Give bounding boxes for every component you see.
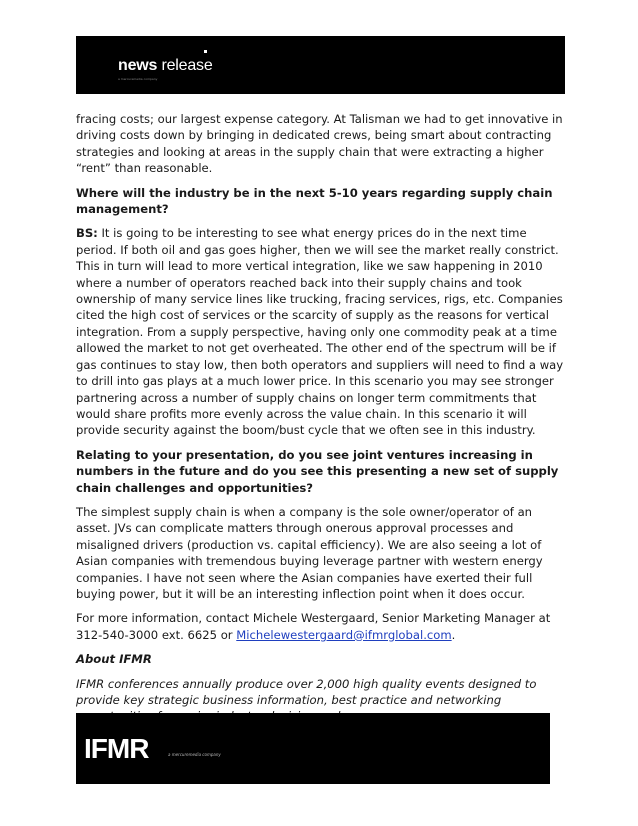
answer-1-label: BS: — [76, 226, 98, 241]
contact-end: . — [451, 627, 456, 642]
answer-1-text: It is going to be interesting to see what energy prices do in the next time period. If both oil and gas goes higher, then we will see the market really constrict. This in turn will lead to more vertical integration, like we saw happening in 2010 where a number of operators reached back into their supply chains and took ownership of many service lines like trucking, fracing services, rigs, etc. Companies cited the high cost of services or the scarcity of supply as the reasons for vertical integration. From a supply perspective, having only one commodity peak at a time allowed the market to not get overheated. The other end of the spectrum will be if gas continues to stay low, then both operators and suppliers will need to find a way to drill into gas plays at a much lower price. In this scenario you may see stronger partnering across a number of supply chains on longer term commitments that would share profits more evenly across the value chain. In this scenario it will provide security against the boom/bust cycle that we often see in this industry. — [76, 226, 564, 438]
banner-title-bold: news — [118, 57, 158, 74]
contact-text: For more information, contact Michele Westergaard, Senior Marketing Manager at 312-540-3000 ext. 6625 or — [76, 611, 551, 642]
question-2: Relating to your presentation, do you see joint ventures increasing in numbers in the future and do you see this presenting a new set of supply chain challenges and opportunities? — [76, 447, 559, 495]
about-heading: About IFMR — [76, 652, 152, 667]
article-body — [76, 111, 566, 733]
banner-subtitle: a mercuremedia company — [118, 77, 158, 81]
ifmr-logo: IFMR — [84, 733, 149, 764]
news-release-banner — [76, 36, 565, 94]
footer-tagline: a mercuremedia company — [168, 752, 221, 757]
answer-2: The simplest supply chain is when a company is the sole owner/operator of an asset. JVs can complicate matters through onerous approval processes and misaligned drivers (production vs. capital efficiency). We are also seeing a lot of Asian companies with tremendous buying leverage partner with western energy companies. I have not seen where the Asian companies have exerted their full buying power, but it will be an interesting inflection point when it does occur. — [76, 504, 543, 601]
banner-dot — [204, 50, 207, 53]
banner-title-light: release — [161, 57, 213, 74]
paragraph-1: fracing costs; our largest expense category. At Talisman we had to get innovative in driving costs down by bringing in dedicated crews, being smart about contracting strategies and looking at areas in the supply chain that were extracting a higher “rent” than reasonable. — [76, 112, 563, 176]
about-text: IFMR conferences annually produce over 2,000 high quality events designed to provide key strategic business information, best practice and networking — [76, 676, 537, 707]
contact-paragraph — [76, 610, 566, 643]
banner-title — [118, 57, 213, 75]
answer-1 — [76, 225, 566, 438]
footer-banner — [76, 713, 550, 784]
question-1: Where will the industry be in the next 5-10 years regarding supply chain management? — [76, 185, 553, 217]
contact-email-link[interactable]: Michelewestergaard@ifmrglobal.com — [236, 627, 452, 642]
